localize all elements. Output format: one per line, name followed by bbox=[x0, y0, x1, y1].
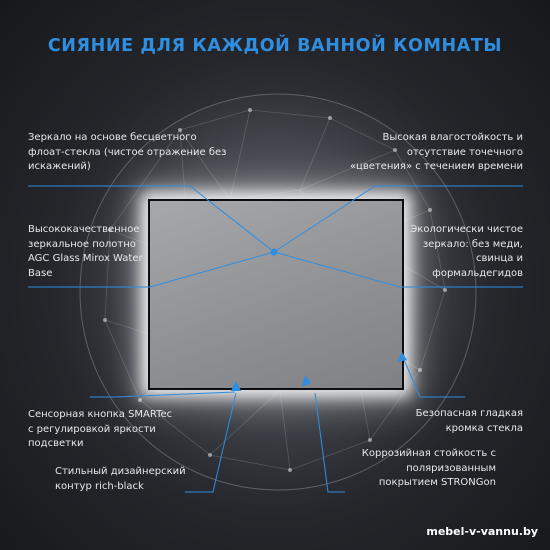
site-watermark: mebel-v-vannu.by bbox=[426, 525, 538, 538]
arrowhead-rich-black bbox=[231, 381, 241, 391]
feature-agc-glass: Высококачественное зеркальное полотно AGC Glass Mirox Water Base bbox=[28, 224, 143, 279]
feature-float-glass: Зеркало на основе бесцветного флоат-стекла (чистое отражение без искажений) bbox=[28, 132, 227, 172]
feature-corrosion: Коррозийная стойкость с поляризованным покрытием STRONGon bbox=[361, 448, 496, 488]
feature-eco: Экологически чистое зеркало: без меди, свинца и формальдегидов bbox=[410, 224, 523, 279]
callout-line-corrosion bbox=[315, 393, 345, 492]
arrowhead-corrosion bbox=[302, 375, 311, 387]
feature-smartec-button: Сенсорная кнопка SMARTec с регулировкой яркости подсветки bbox=[28, 409, 173, 449]
callout-line-smartec bbox=[90, 392, 235, 397]
center-dot bbox=[271, 249, 278, 256]
feature-moisture: Высокая влагостойкость и отсутствие точечного «цветения» с течением времени bbox=[349, 132, 523, 172]
page-title: СИЯНИЕ ДЛЯ КАЖДОЙ ВАННОЙ КОМНАТЫ bbox=[47, 36, 503, 56]
feature-rich-black: Стильный дизайнерский контур rich-black bbox=[55, 466, 186, 492]
callout-line-safe-edge bbox=[402, 355, 465, 397]
arrowhead-safe-edge bbox=[397, 352, 407, 362]
feature-safe-edge: Безопасная гладкая кромка стекла bbox=[415, 408, 523, 434]
